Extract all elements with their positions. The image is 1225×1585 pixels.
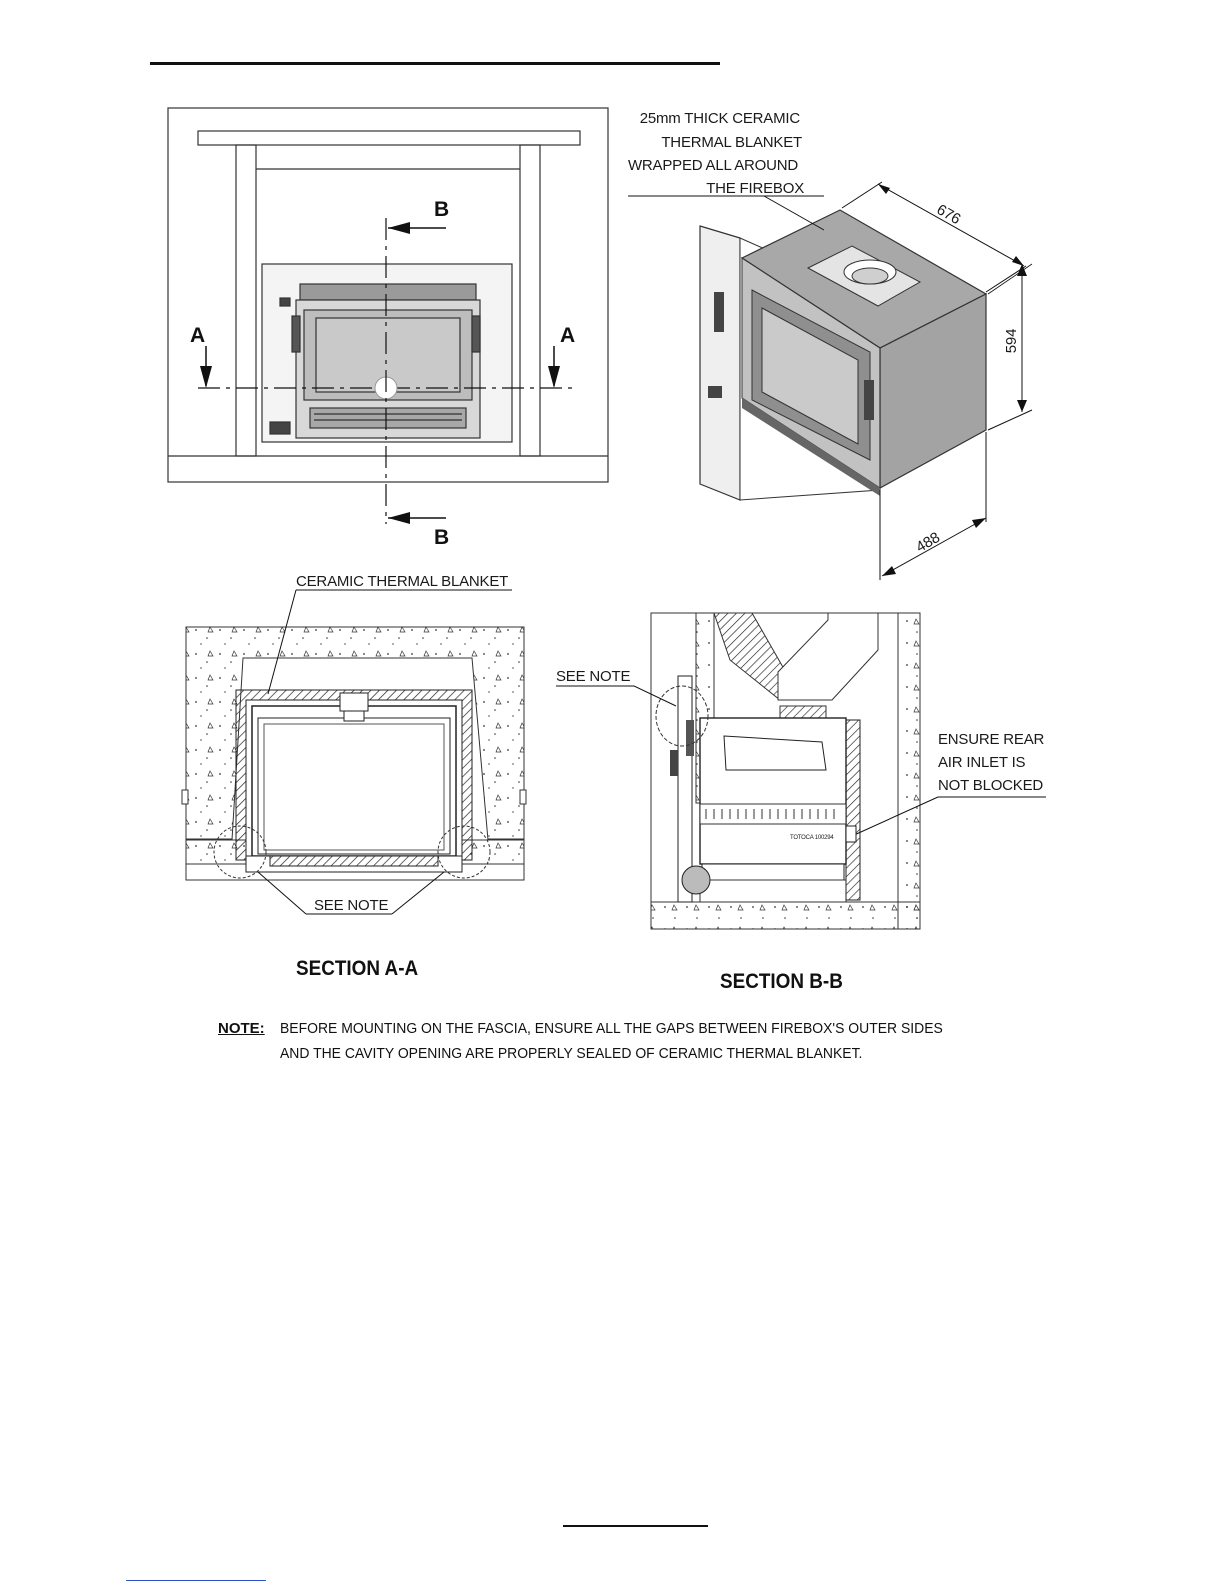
blanket-callout-line2: THERMAL BLANKET — [661, 134, 802, 151]
dimension-depth-label: 676 — [933, 201, 964, 229]
blanket-callout-line3: WRAPPED ALL AROUND — [627, 157, 798, 174]
see-note-label-aa: SEE NOTE — [314, 897, 389, 914]
section-b-marker-bottom: B — [434, 526, 450, 549]
dimension-height-label: 594 — [1003, 328, 1021, 354]
note-keyword: NOTE: — [218, 1020, 265, 1037]
ceramic-blanket-label: CERAMIC THERMAL BLANKET — [296, 573, 509, 590]
section-bb-title: SECTION B-B — [720, 970, 843, 993]
footer-link-rule — [126, 1580, 266, 1581]
section-aa-title: SECTION A-A — [296, 957, 419, 980]
rear-air-callout-line1: ENSURE REAR — [938, 731, 1045, 748]
see-note-label-bb: SEE NOTE — [556, 668, 631, 685]
section-a-marker-left: A — [190, 324, 206, 347]
blanket-callout-line4: THE FIREBOX — [706, 180, 804, 197]
note-line-1: BEFORE MOUNTING ON THE FASCIA, ENSURE ALL THE GAPS BETWEEN FIREBOX'S OUTER SIDES — [280, 1020, 943, 1037]
dimension-width-label: 488 — [913, 529, 943, 557]
blanket-callout-line1: 25mm THICK CERAMIC — [639, 110, 800, 127]
rear-air-callout-line3: NOT BLOCKED — [938, 777, 1044, 794]
note-line-2: AND THE CAVITY OPENING ARE PROPERLY SEALED OF CERAMIC THERMAL BLANKET. — [280, 1045, 863, 1062]
section-b-marker-top: B — [434, 198, 450, 221]
footer-rule — [563, 1525, 708, 1527]
rear-air-callout-line2: AIR INLET IS — [938, 754, 1026, 771]
unit-badge-text: TOTOCA 100294 — [790, 835, 834, 841]
section-a-marker-right: A — [560, 324, 576, 347]
